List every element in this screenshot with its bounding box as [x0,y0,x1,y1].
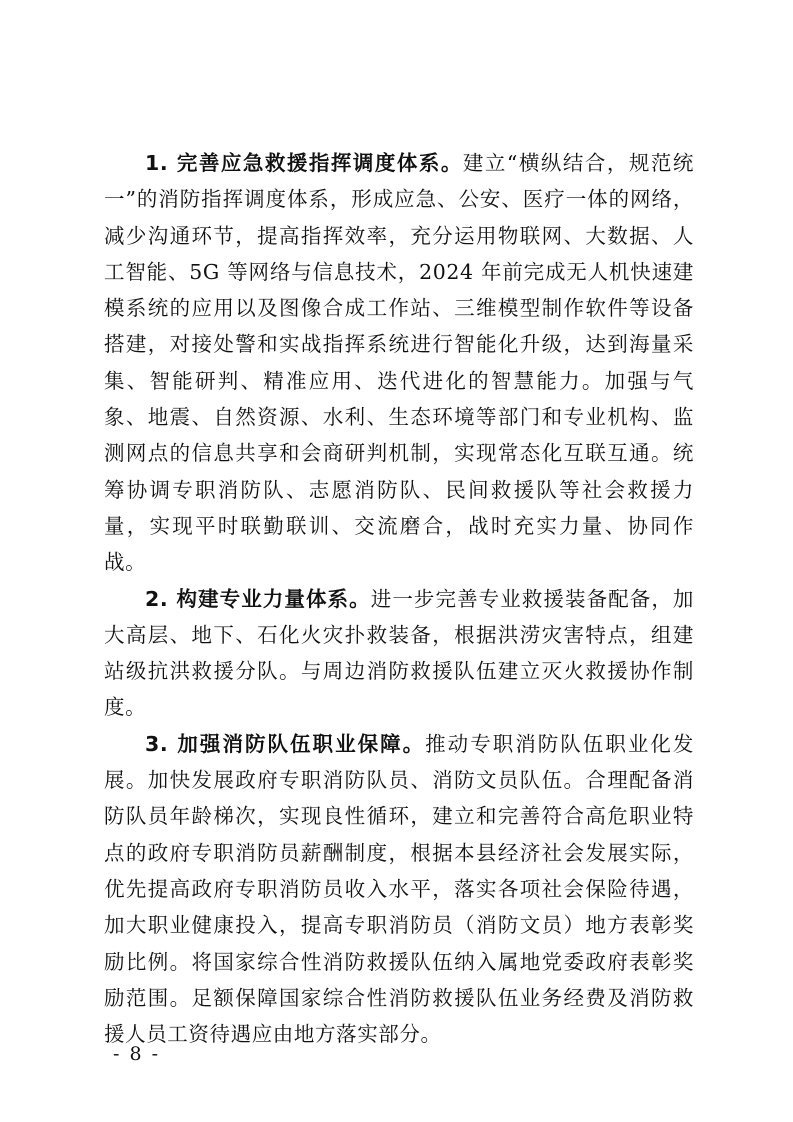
page-number: - 8 - [113,1043,161,1065]
paragraph-1-text: 建立“横纵结合，规范统一”的消防指挥调度体系，形成应急、公安、医疗一体的网络，减少沟通环节，提高指挥效率，充分运用物联网、大数据、人工智能、5G 等网络与信息技术，2024 年前完成无人机快速建模系统的应用以及图像合成工作站、三维模型制作软件等设备搭建，对接处警和实战指挥系统进行智能化升级，达到海量采集、智能研判、精准应用、迭代进化的智慧能力。加强与气象、地震、自然资源、水利、生态环境等部门和专业机构、监测网点的信息共享和会商研判机制，实现常态化互联互通。统筹协调专职消防队、志愿消防队、民间救援队等社会救援力量，实现平时联勤联训、交流磨合，战时充实力量、协同作战。 [104,151,694,575]
paragraph-3-heading: 3. 加强消防队伍职业保障。 [145,731,426,756]
paragraph-2 [104,581,694,726]
paragraph-2-heading: 2. 构建专业力量体系。 [145,586,371,611]
paragraph-2-text: 进一步完善专业救援装备配备，加大高层、地下、石化火灾扑救装备，根据洪涝灾害特点，组建站级抗洪救援分队。与周边消防救援队伍建立灭火救援协作制度。 [104,586,695,720]
paragraph-1-heading: 1. 完善应急救援指挥调度体系。 [145,151,463,175]
paragraph-1 [104,145,694,581]
paragraph-3 [104,726,694,1053]
paragraph-3-text: 推动专职消防队伍职业化发展。加快发展政府专职消防队员、消防文员队伍。合理配备消防队员年龄梯次，实现良性循环，建立和完善符合高危职业特点的政府专职消防员薪酬制度，根据本县经济社会发展实际，优先提高政府专职消防员收入水平，落实各项社会保险待遇，加大职业健康投入，提高专职消防员（消防文员）地方表彰奖励比例。将国家综合性消防救援队伍纳入属地党委政府表彰奖励范围。足额保障国家综合性消防救援队伍业务经费及消防救援人员工资待遇应由地方落实部分。 [104,731,694,1047]
document-body [104,145,694,1052]
